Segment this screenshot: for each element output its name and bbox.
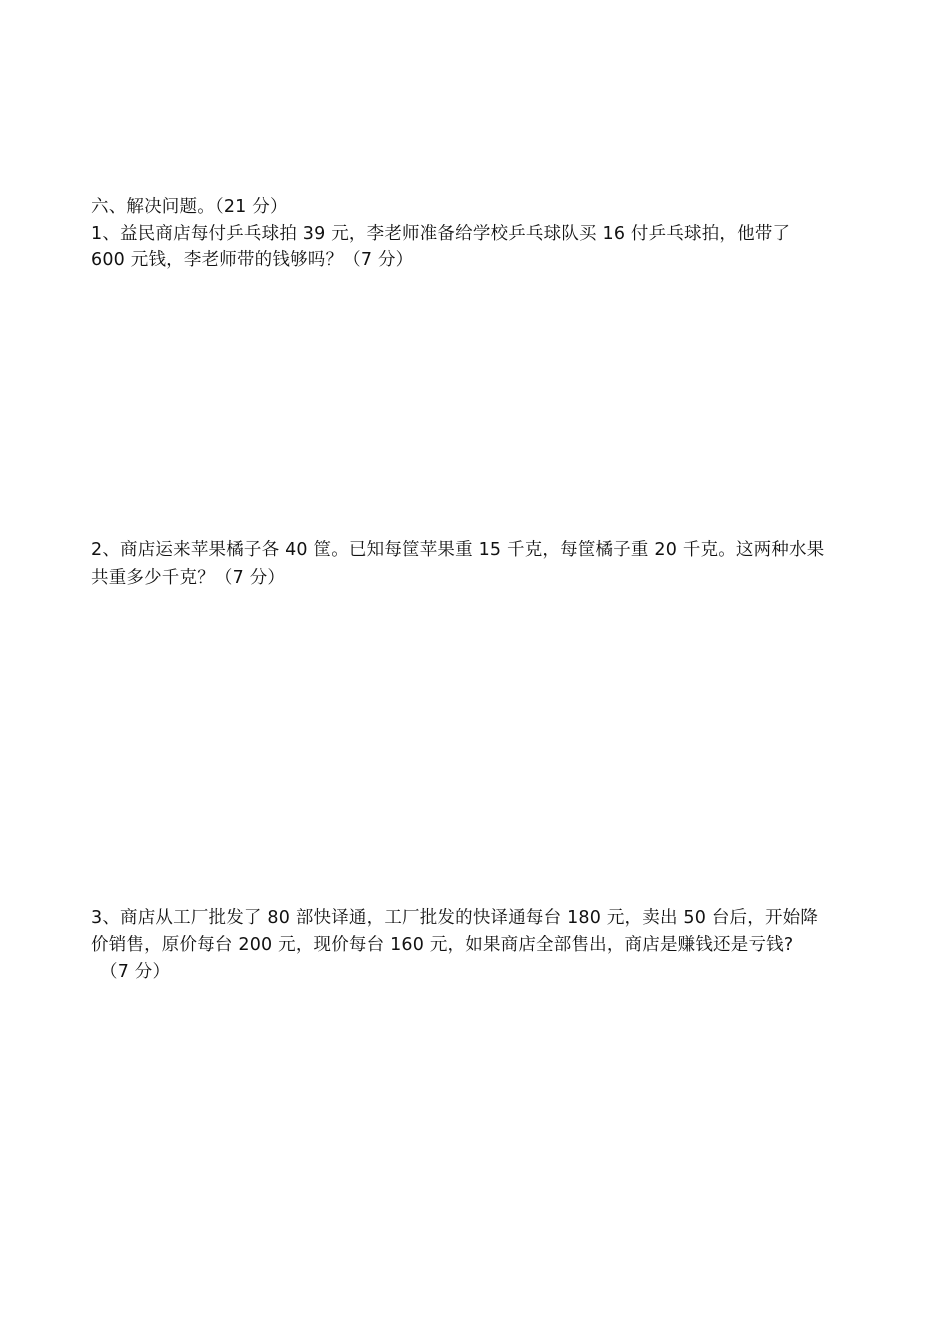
section-title: 六、解决问题。（21 分） bbox=[91, 197, 288, 217]
question-3-line-3: （7 分） bbox=[100, 962, 171, 982]
question-3-line-2: 价销售，原价每台 200 元，现价每台 160 元，如果商店全部售出，商店是赚钱还是亏钱? bbox=[91, 935, 794, 955]
question-3-line-1: 3、商店从工厂批发了 80 部快译通，工厂批发的快译通每台 180 元，卖出 50 台后，开始降 bbox=[91, 908, 819, 928]
question-2-line-1: 2、商店运来苹果橘子各 40 筐。已知每筐苹果重 15 千克，每筐橘子重 20 千克。这两种水果 bbox=[91, 540, 825, 560]
question-1-line-2: 600 元钱，李老师带的钱够吗？（7 分） bbox=[91, 250, 414, 270]
question-1-line-1: 1、益民商店每付乒乓球拍 39 元，李老师准备给学校乒乓球队买 16 付乒乓球拍，他带了 bbox=[91, 224, 791, 244]
question-2-line-2: 共重多少千克？（7 分） bbox=[91, 568, 286, 588]
